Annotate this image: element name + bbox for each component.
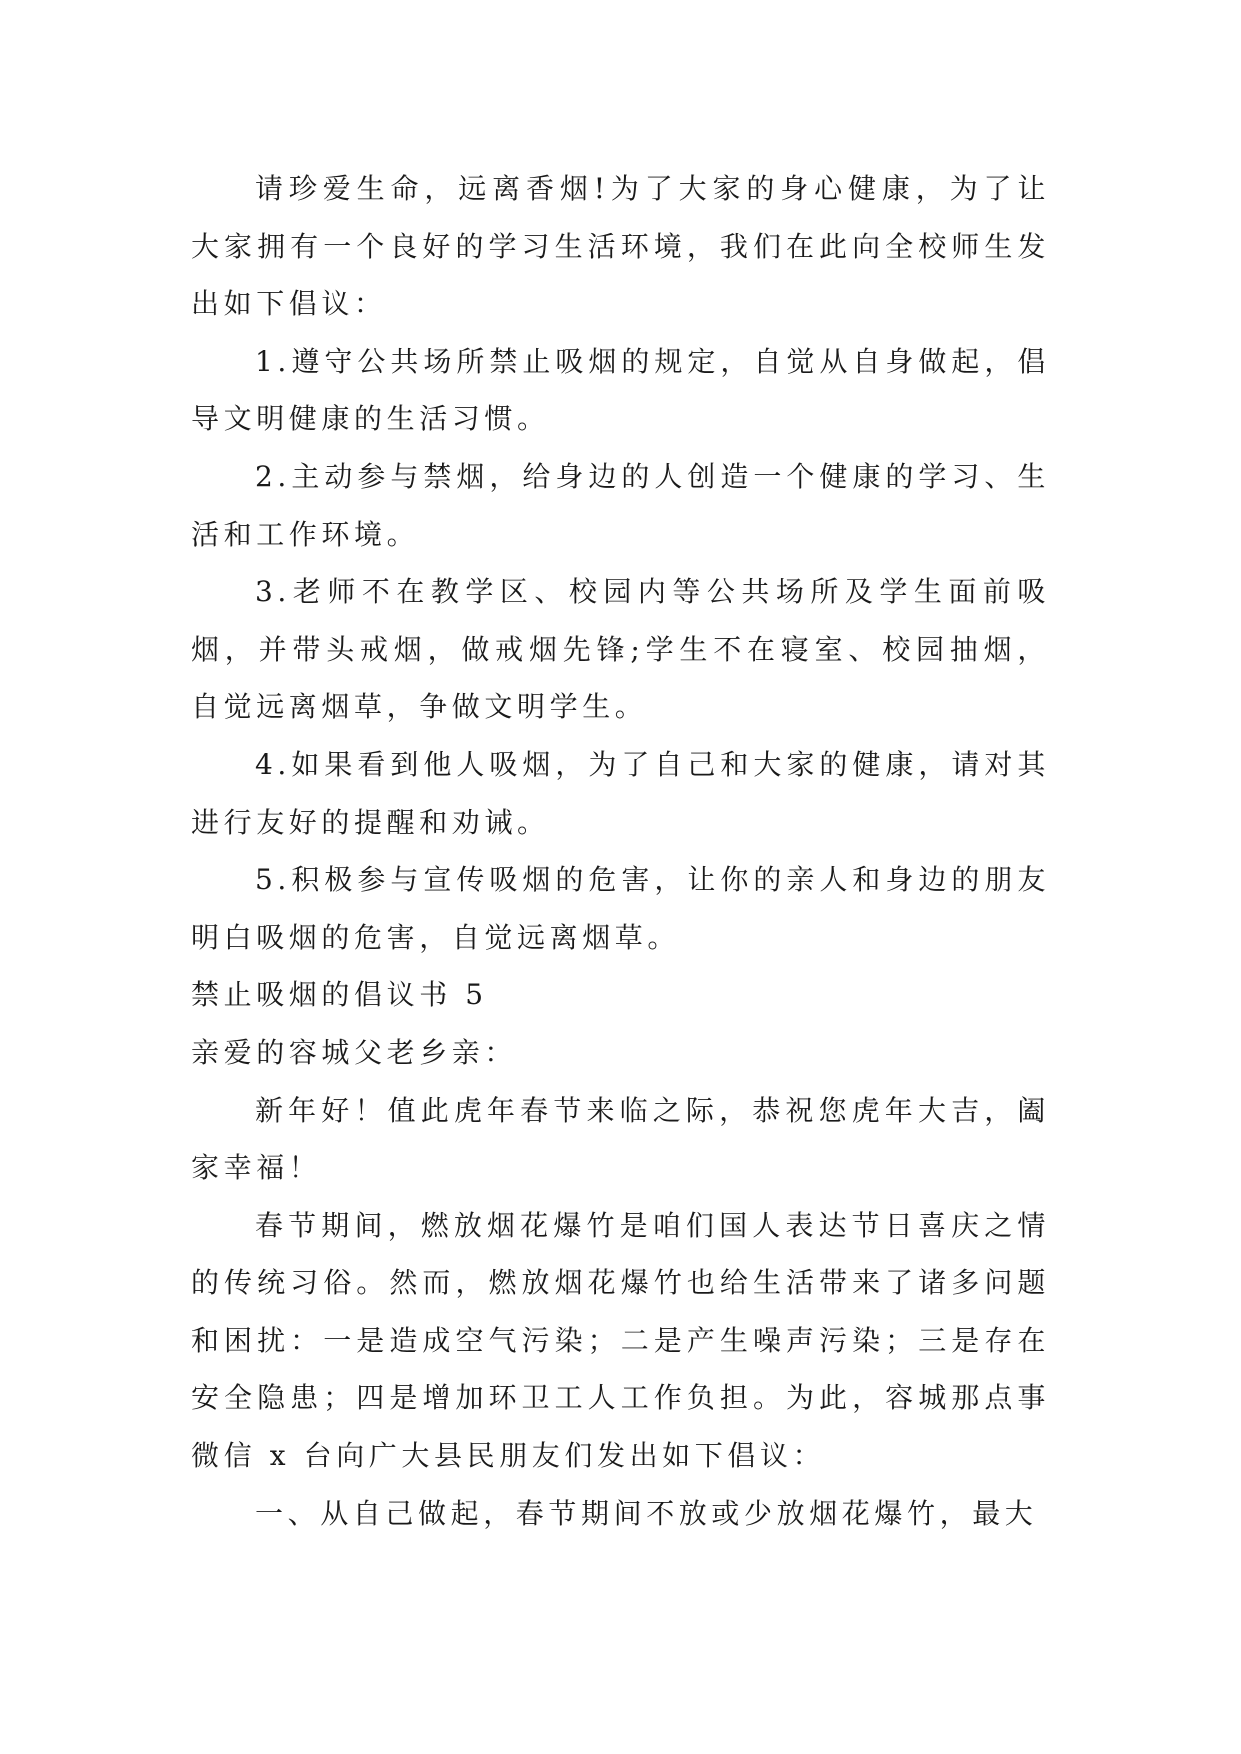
paragraph-item-5: 5.积极参与宣传吸烟的危害，让你的亲人和身边的朋友明白吸烟的危害，自觉远离烟草。 bbox=[191, 863, 1050, 954]
document-body bbox=[191, 160, 1050, 1542]
paragraph-greeting: 新年好！值此虎年春节来临之际，恭祝您虎年大吉，阖家幸福！ bbox=[191, 1093, 1050, 1185]
paragraph-proposal-1: 一、从自己做起，春节期间不放或少放烟花爆竹，最大 bbox=[255, 1496, 1038, 1530]
paragraph-item-1: 1.遵守公共场所禁止吸烟的规定，自觉从自身做起，倡导文明健康的生活习惯。 bbox=[191, 344, 1050, 436]
section-heading: 禁止吸烟的倡议书 5 bbox=[191, 978, 488, 1012]
paragraph-intro: 请珍爱生命，远离香烟!为了大家的身心健康，为了让大家拥有一个良好的学习生活环境，我们在此向全校师生发出如下倡议： bbox=[191, 172, 1050, 321]
paragraph-item-2: 2.主动参与禁烟，给身边的人创造一个健康的学习、生活和工作环境。 bbox=[191, 459, 1050, 551]
paragraph-item-4: 4.如果看到他人吸烟，为了自己和大家的健康，请对其进行友好的提醒和劝诫。 bbox=[191, 747, 1050, 839]
salutation: 亲爱的容城父老乡亲： bbox=[191, 1035, 518, 1069]
paragraph-item-3: 3.老师不在教学区、校园内等公共场所及学生面前吸烟，并带头戒烟，做戒烟先锋;学生不在寝室、校园抽烟，自觉远离烟草，争做文明学生。 bbox=[191, 575, 1050, 724]
paragraph-background: 春节期间，燃放烟花爆竹是咱们国人表达节日喜庆之情的传统习俗。然而，燃放烟花爆竹也给生活带来了诸多问题和困扰：一是造成空气污染；二是产生噪声污染；三是存在安全隐患；四是增加环卫工人工作负担。为此，容城那点事微信 x 台向广大县民朋友们发出如下倡议： bbox=[191, 1208, 1050, 1473]
